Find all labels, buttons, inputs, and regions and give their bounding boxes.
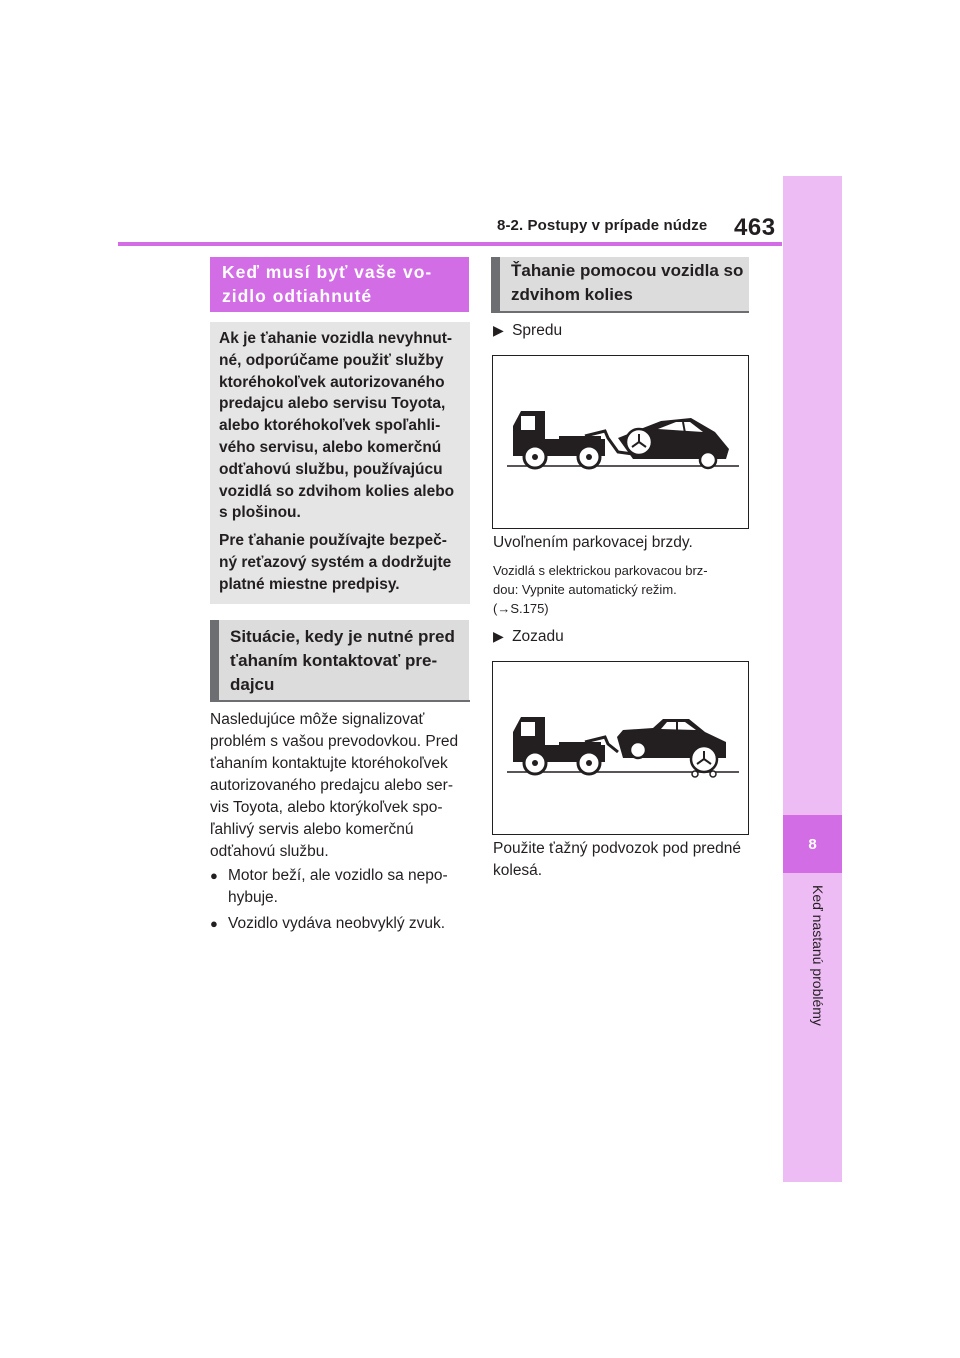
section-heading-line: ťahaním kontaktovať pre-: [230, 651, 438, 670]
bullet-dot: ●: [210, 868, 218, 883]
header-divider: [118, 242, 782, 246]
front-label: [493, 319, 562, 342]
rear-caption: [493, 838, 758, 882]
body-line: autorizovaného predajcu alebo ser-: [210, 777, 453, 794]
arrow-icon: ▶: [493, 628, 504, 644]
info-paragraph-1: [219, 328, 464, 524]
body-line: problém s vašou prevodovkou. Pred: [210, 733, 459, 750]
info-line: predajcu alebo servisu Toyota,: [219, 395, 446, 413]
info-line: Ak je ťahanie vozidla nevyhnut-: [219, 330, 453, 347]
chapter-title: Keď nastanú problémy: [810, 885, 826, 1026]
bullet-item: [210, 913, 475, 935]
section-heading: [511, 259, 743, 307]
note-line: dou: Vypnite automatický režim.: [493, 582, 677, 597]
info-line: vozidlá so zdvihom kolies alebo: [219, 482, 455, 500]
tow-truck-rear-illustration: [493, 662, 748, 834]
caption-line: kolesá.: [493, 862, 543, 879]
info-line: s plošinou.: [219, 504, 301, 522]
info-line: ný reťazový systém a dodržujte: [219, 553, 452, 571]
body-line: vis Toyota, alebo ktorýkoľvek spo-: [210, 799, 443, 816]
note-line: Vozidlá s elektrickou parkovacou brz-: [493, 563, 708, 578]
section-heading-line: Situácie, kedy je nutné pred: [230, 627, 455, 646]
section-heading-box: [210, 620, 469, 700]
body-line: odťahovú službu.: [210, 843, 329, 860]
section-heading-box: [491, 257, 749, 311]
section-underline: [491, 311, 749, 313]
chapter-number: 8: [783, 815, 842, 873]
pink-heading-line: zidlo odtiahnuté: [222, 286, 373, 306]
info-line: Pre ťahanie používajte bezpeč-: [219, 532, 447, 549]
info-line: odťahovú službu, používajúcu: [219, 460, 443, 478]
section-heading-line: zdvihom kolies: [511, 285, 633, 304]
rear-label: [493, 625, 564, 648]
arrow-icon: ▶: [493, 322, 504, 338]
body-line: Nasledujúce môže signalizovať: [210, 711, 425, 728]
bullet-dot: ●: [210, 916, 218, 931]
bullet-line: hybuje.: [228, 889, 278, 906]
page-number: 463: [734, 214, 776, 241]
pink-heading-box: [210, 257, 469, 312]
tow-front-figure: [492, 355, 749, 529]
bullet-line: Motor beží, ale vozidlo sa nepo-: [228, 867, 448, 884]
info-line: platné miestne predpisy.: [219, 575, 400, 593]
info-line: vého servisu, alebo komerčnú: [219, 438, 442, 456]
bullet-line: Vozidlo vydáva neobvyklý zvuk.: [228, 915, 446, 932]
body-paragraph: [210, 709, 475, 863]
rear-label-text: Zozadu: [512, 628, 564, 645]
pink-heading: [222, 260, 432, 308]
info-line: ktoréhokoľvek autorizovaného: [219, 373, 445, 391]
note-line: (→S.175): [493, 601, 549, 616]
front-label-text: Spredu: [512, 322, 563, 339]
info-box: [210, 322, 470, 604]
section-heading-line: Ťahanie pomocou vozidla so: [511, 261, 744, 280]
body-line: ťahaním kontaktujte ktoréhokoľvek: [210, 755, 448, 772]
section-underline: [210, 700, 470, 702]
front-note: [493, 561, 748, 618]
section-heading-line: dajcu: [230, 675, 275, 694]
section-heading: [230, 625, 455, 697]
pink-heading-line: Keď musí byť vaše vo-: [222, 262, 433, 282]
header-section-title: 8-2. Postupy v prípade núdze: [497, 217, 708, 234]
front-caption: Uvoľnením parkovacej brzdy.: [493, 534, 693, 551]
tow-truck-front-illustration: [493, 356, 748, 528]
tow-rear-figure: [492, 661, 749, 835]
info-line: alebo ktoréhokoľvek spoľahli-: [219, 417, 441, 435]
caption-line: Použite ťažný podvozok pod predné: [493, 840, 741, 857]
bullet-item: [210, 865, 475, 909]
info-line: né, odporúčame použiť služby: [219, 351, 444, 369]
info-paragraph-2: [219, 530, 464, 595]
body-line: ľahlivý servis alebo komerčnú: [210, 821, 414, 838]
